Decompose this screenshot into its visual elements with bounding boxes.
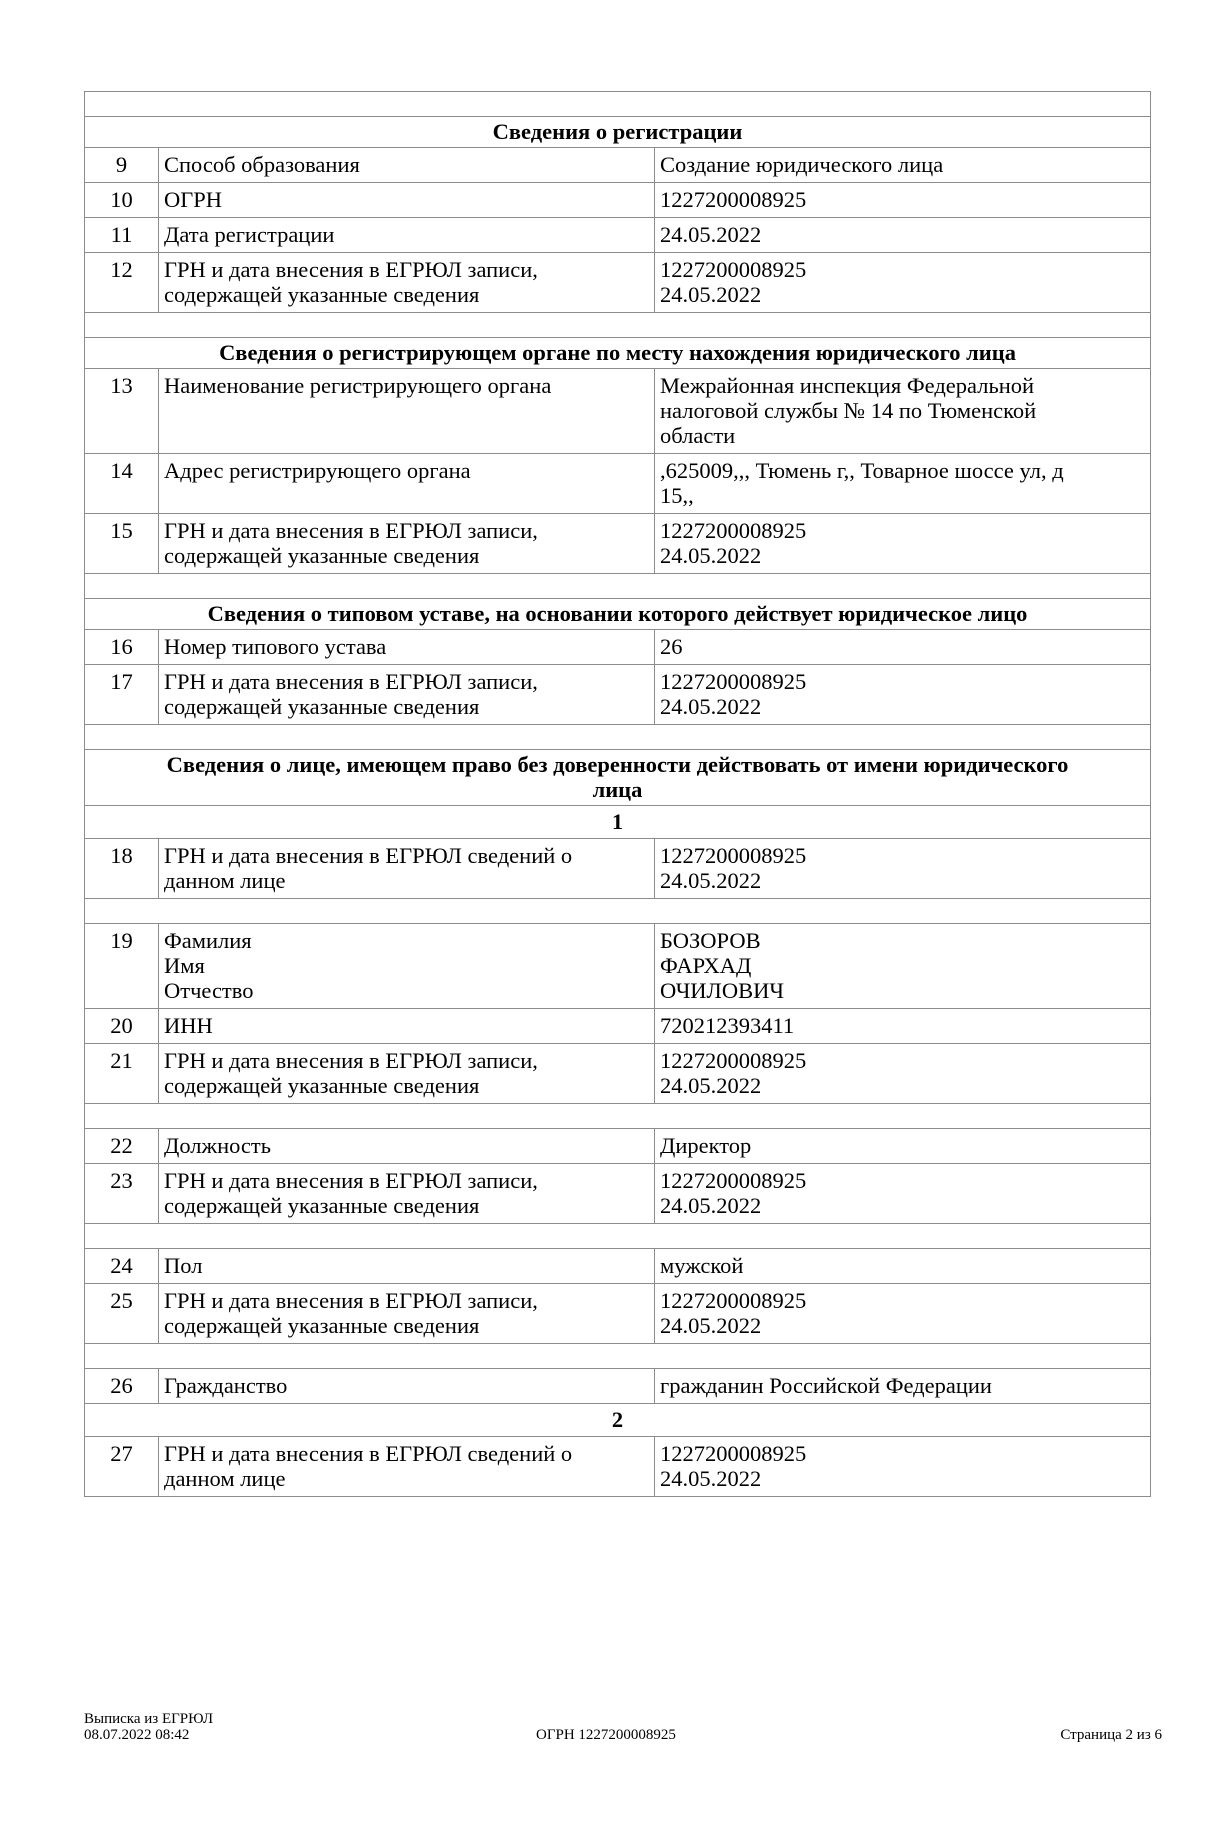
row-value bbox=[655, 839, 1151, 899]
row-value bbox=[655, 183, 1151, 218]
section-title bbox=[85, 750, 1151, 806]
label-line: содержащей указанные сведения bbox=[164, 543, 480, 568]
value-line: 24.05.2022 bbox=[660, 1466, 762, 1491]
value-line: 1227200008925 bbox=[660, 1048, 807, 1073]
table-row bbox=[85, 454, 1151, 514]
person-index: 2 bbox=[85, 1404, 1151, 1437]
table-row bbox=[85, 1129, 1151, 1164]
value-line: 1227200008925 bbox=[660, 257, 807, 282]
footer-datetime: 08.07.2022 08:42 bbox=[84, 1727, 190, 1743]
row-number: 18 bbox=[85, 839, 159, 899]
label-line: ОГРН bbox=[164, 187, 223, 212]
row-number: 20 bbox=[85, 1009, 159, 1044]
row-number: 9 bbox=[85, 148, 159, 183]
footer-page-number: Страница 2 из 6 bbox=[1060, 1727, 1162, 1743]
page-footer bbox=[84, 1711, 1162, 1751]
row-value bbox=[655, 1284, 1151, 1344]
row-number: 14 bbox=[85, 454, 159, 514]
row-number: 16 bbox=[85, 630, 159, 665]
row-value bbox=[655, 148, 1151, 183]
value-line: 24.05.2022 bbox=[660, 222, 762, 247]
label-line: ГРН и дата внесения в ЕГРЮЛ записи, bbox=[164, 1168, 538, 1193]
row-value bbox=[655, 630, 1151, 665]
value-line: 1227200008925 bbox=[660, 1168, 807, 1193]
value-line: области bbox=[660, 423, 736, 448]
table-row bbox=[85, 839, 1151, 899]
table-row bbox=[85, 369, 1151, 454]
row-value bbox=[655, 1437, 1151, 1497]
value-line: мужской bbox=[660, 1253, 744, 1278]
label-line: Пол bbox=[164, 1253, 203, 1278]
table-row bbox=[85, 1284, 1151, 1344]
section-title: Сведения о типовом уставе, на основании которого действует юридическое лицо bbox=[85, 599, 1151, 630]
row-label bbox=[159, 1164, 655, 1224]
person-index-row bbox=[85, 1404, 1151, 1437]
label-line: ГРН и дата внесения в ЕГРЮЛ записи, bbox=[164, 518, 538, 543]
label-line: Адрес регистрирующего органа bbox=[164, 458, 471, 483]
value-line: 24.05.2022 bbox=[660, 694, 762, 719]
table-row bbox=[85, 924, 1151, 1009]
value-line: 1227200008925 bbox=[660, 1288, 807, 1313]
row-number: 26 bbox=[85, 1369, 159, 1404]
value-line: 1227200008925 bbox=[660, 1441, 807, 1466]
section-title: Сведения о регистрации bbox=[85, 117, 1151, 148]
row-label bbox=[159, 1249, 655, 1284]
label-line: ИНН bbox=[164, 1013, 213, 1038]
row-label bbox=[159, 1369, 655, 1404]
row-label bbox=[159, 148, 655, 183]
label-line: Гражданство bbox=[164, 1373, 288, 1398]
row-value bbox=[655, 369, 1151, 454]
label-line: ГРН и дата внесения в ЕГРЮЛ записи, bbox=[164, 1048, 538, 1073]
row-value bbox=[655, 924, 1151, 1009]
row-value bbox=[655, 1249, 1151, 1284]
row-label bbox=[159, 369, 655, 454]
row-label bbox=[159, 839, 655, 899]
label-line: данном лице bbox=[164, 868, 286, 893]
value-line: Директор bbox=[660, 1133, 752, 1158]
spacer-row bbox=[85, 574, 1151, 599]
row-number: 19 bbox=[85, 924, 159, 1009]
value-line: БОЗОРОВ bbox=[660, 928, 761, 953]
value-line: гражданин Российской Федерации bbox=[660, 1373, 992, 1398]
value-line: 1227200008925 bbox=[660, 843, 807, 868]
row-number: 11 bbox=[85, 218, 159, 253]
row-label bbox=[159, 630, 655, 665]
row-value bbox=[655, 514, 1151, 574]
row-label bbox=[159, 514, 655, 574]
spacer-row bbox=[85, 1224, 1151, 1249]
row-label bbox=[159, 218, 655, 253]
person-index-row bbox=[85, 806, 1151, 839]
value-line: 26 bbox=[660, 634, 683, 659]
row-number: 24 bbox=[85, 1249, 159, 1284]
table-row bbox=[85, 630, 1151, 665]
row-label bbox=[159, 665, 655, 725]
spacer-row bbox=[85, 1344, 1151, 1369]
section-header-registering-authority bbox=[85, 338, 1151, 369]
label-line: содержащей указанные сведения bbox=[164, 1313, 480, 1338]
row-label bbox=[159, 1129, 655, 1164]
footer-ogrn: ОГРН 1227200008925 bbox=[536, 1727, 676, 1743]
value-line: 1227200008925 bbox=[660, 187, 807, 212]
row-label bbox=[159, 1009, 655, 1044]
value-line: 24.05.2022 bbox=[660, 1193, 762, 1218]
label-line: содержащей указанные сведения bbox=[164, 1073, 480, 1098]
row-number: 13 bbox=[85, 369, 159, 454]
row-value bbox=[655, 454, 1151, 514]
row-value bbox=[655, 1129, 1151, 1164]
label-line: ГРН и дата внесения в ЕГРЮЛ сведений о bbox=[164, 843, 573, 868]
table-row bbox=[85, 514, 1151, 574]
label-line: Должность bbox=[164, 1133, 272, 1158]
footer-doc-name: Выписка из ЕГРЮЛ bbox=[84, 1711, 213, 1727]
row-number: 22 bbox=[85, 1129, 159, 1164]
label-line: Наименование регистрирующего органа bbox=[164, 373, 552, 398]
spacer-row bbox=[85, 1104, 1151, 1129]
row-number: 12 bbox=[85, 253, 159, 313]
footer-left bbox=[84, 1711, 213, 1743]
label-line: ГРН и дата внесения в ЕГРЮЛ записи, bbox=[164, 1288, 538, 1313]
value-line: 24.05.2022 bbox=[660, 868, 762, 893]
table-row bbox=[85, 1164, 1151, 1224]
value-line: 24.05.2022 bbox=[660, 1313, 762, 1338]
egrul-extract-table bbox=[84, 91, 1151, 1497]
label-line: Номер типового устава bbox=[164, 634, 387, 659]
row-number: 25 bbox=[85, 1284, 159, 1344]
table-row bbox=[85, 148, 1151, 183]
row-number: 10 bbox=[85, 183, 159, 218]
section-header-model-charter bbox=[85, 599, 1151, 630]
value-line: 720212393411 bbox=[660, 1013, 795, 1038]
table-row bbox=[85, 253, 1151, 313]
label-line: ГРН и дата внесения в ЕГРЮЛ сведений о bbox=[164, 1441, 573, 1466]
label-line: содержащей указанные сведения bbox=[164, 1193, 480, 1218]
label-line: содержащей указанные сведения bbox=[164, 694, 480, 719]
row-number: 17 bbox=[85, 665, 159, 725]
row-number: 23 bbox=[85, 1164, 159, 1224]
row-value bbox=[655, 253, 1151, 313]
value-line: 1227200008925 bbox=[660, 518, 807, 543]
label-line: Имя bbox=[164, 953, 205, 978]
row-number: 21 bbox=[85, 1044, 159, 1104]
section-header-registration bbox=[85, 117, 1151, 148]
row-value bbox=[655, 1044, 1151, 1104]
table-row bbox=[85, 218, 1151, 253]
label-line: Фамилия bbox=[164, 928, 252, 953]
label-line: данном лице bbox=[164, 1466, 286, 1491]
row-value bbox=[655, 1009, 1151, 1044]
table-row bbox=[85, 1044, 1151, 1104]
row-label bbox=[159, 924, 655, 1009]
table-row bbox=[85, 1369, 1151, 1404]
value-line: 15,, bbox=[660, 483, 694, 508]
value-line: 1227200008925 bbox=[660, 669, 807, 694]
row-value bbox=[655, 1369, 1151, 1404]
value-line: ФАРХАД bbox=[660, 953, 752, 978]
label-line: Дата регистрации bbox=[164, 222, 335, 247]
table-row bbox=[85, 183, 1151, 218]
row-label bbox=[159, 1437, 655, 1497]
section-header-authorized-person bbox=[85, 750, 1151, 806]
table-row bbox=[85, 1009, 1151, 1044]
row-value bbox=[655, 665, 1151, 725]
row-label bbox=[159, 183, 655, 218]
table-row bbox=[85, 1249, 1151, 1284]
row-label bbox=[159, 1044, 655, 1104]
person-index: 1 bbox=[85, 806, 1151, 839]
label-line: ГРН и дата внесения в ЕГРЮЛ записи, bbox=[164, 257, 538, 282]
label-line: содержащей указанные сведения bbox=[164, 282, 480, 307]
row-label bbox=[159, 253, 655, 313]
value-line: 24.05.2022 bbox=[660, 282, 762, 307]
spacer-row bbox=[85, 92, 1151, 117]
value-line: ,625009,,, Тюмень г,, Товарное шоссе ул, д bbox=[660, 458, 1064, 483]
row-value bbox=[655, 1164, 1151, 1224]
title-line: Сведения о лице, имеющем право без доверенности действовать от имени юридического bbox=[166, 752, 1069, 777]
row-label bbox=[159, 1284, 655, 1344]
row-label bbox=[159, 454, 655, 514]
value-line: 24.05.2022 bbox=[660, 543, 762, 568]
value-line: Межрайонная инспекция Федеральной bbox=[660, 373, 1035, 398]
spacer-row bbox=[85, 899, 1151, 924]
value-line: ОЧИЛОВИЧ bbox=[660, 978, 784, 1003]
table-row bbox=[85, 1437, 1151, 1497]
value-line: налоговой службы № 14 по Тюменской bbox=[660, 398, 1037, 423]
value-line: 24.05.2022 bbox=[660, 1073, 762, 1098]
spacer-row bbox=[85, 313, 1151, 338]
section-title: Сведения о регистрирующем органе по месту нахождения юридического лица bbox=[85, 338, 1151, 369]
label-line: Способ образования bbox=[164, 152, 360, 177]
row-number: 15 bbox=[85, 514, 159, 574]
value-line: Создание юридического лица bbox=[660, 152, 944, 177]
label-line: ГРН и дата внесения в ЕГРЮЛ записи, bbox=[164, 669, 538, 694]
spacer-row bbox=[85, 725, 1151, 750]
row-value bbox=[655, 218, 1151, 253]
label-line: Отчество bbox=[164, 978, 254, 1003]
row-number: 27 bbox=[85, 1437, 159, 1497]
table-row bbox=[85, 665, 1151, 725]
title-line: лица bbox=[592, 777, 643, 802]
